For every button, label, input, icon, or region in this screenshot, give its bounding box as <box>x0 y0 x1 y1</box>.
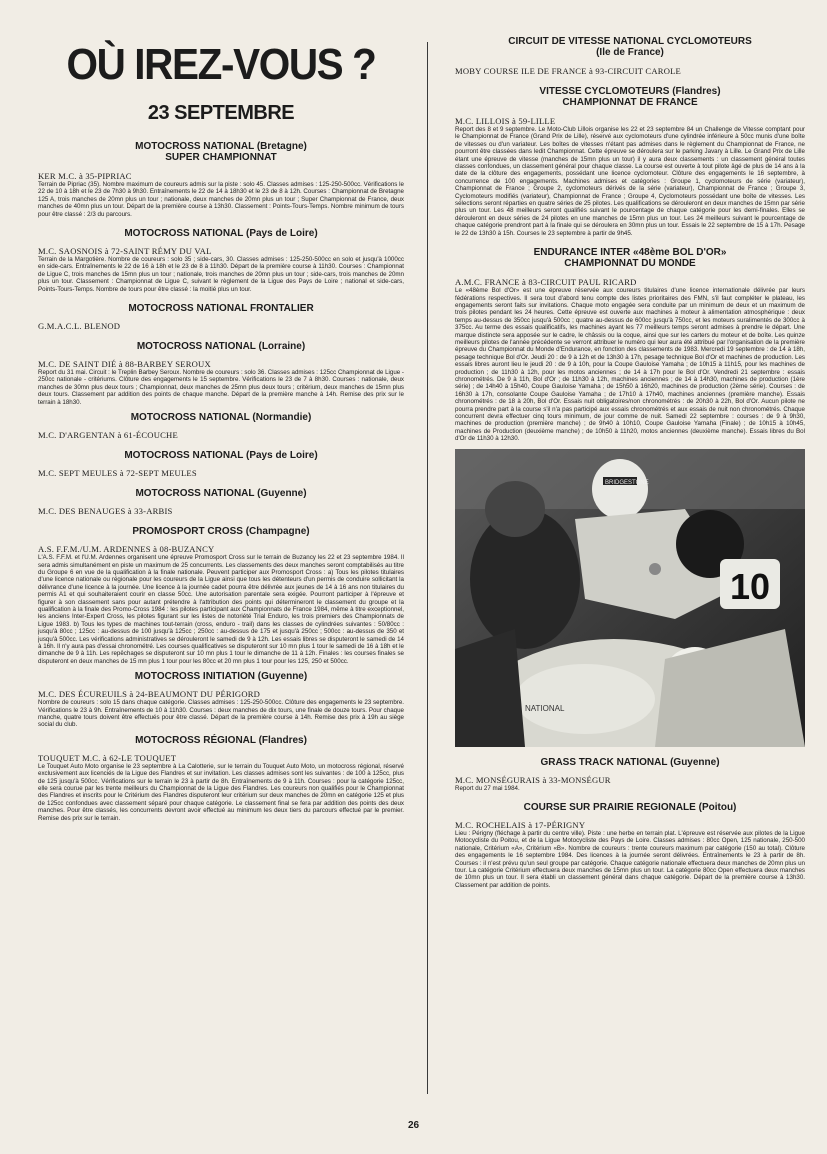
section-title-line: ENDURANCE INTER «48ème BOL D'OR» <box>533 247 727 259</box>
event-section <box>38 735 404 822</box>
event-section <box>38 412 404 440</box>
club-name: MOBY COURSE ILE DE FRANCE à 93-CIRCUIT CAROLE <box>455 66 681 76</box>
club-name: TOUQUET M.C. à 62-LE TOUQUET <box>38 752 177 763</box>
race-photo-image <box>455 449 805 747</box>
event-section <box>38 450 404 478</box>
helmet-brand: BRIDGESTONE <box>605 479 649 486</box>
section-title <box>38 141 404 163</box>
section-text: Report du 27 mai 1984. <box>455 784 520 792</box>
section-title: COURSE SUR PRAIRIE REGIONALE (Poitou) <box>523 802 737 814</box>
bike-sticker: NATIONAL <box>525 703 565 713</box>
page-title: OÙ IREZ-VOUS ? <box>66 40 376 89</box>
section-title-line: CIRCUIT DE VITESSE NATIONAL CYCLOMOTEURS <box>508 36 752 47</box>
section-text: Nombre de coureurs : solo 15 dans chaque catégorie. Classes admises : 125-250-500cc. Clôture des engagements le 23 septembre. Vérifications le 23 à 9h. Entraînements de 10 à 11h30. Courses : deux manches de dix tours, une finale de douze tours. Pour chaque manche, quatre tours doivent être effectués pour être classé. Départ de la première course à 14h. Remise des prix à 19h au siège social du club. <box>38 699 404 729</box>
section-title: PROMOSPORT CROSS (Champagne) <box>132 526 310 538</box>
section-title-line: MOTOCROSS NATIONAL (Bretagne) <box>135 141 307 152</box>
section-title: GRASS TRACK NATIONAL (Guyenne) <box>540 756 720 768</box>
event-section <box>38 488 404 516</box>
club-name: M.C. SEPT MEULES à 72-SEPT MEULES <box>38 468 197 479</box>
race-photo <box>455 449 805 747</box>
section-title <box>455 36 805 58</box>
club-name: M.C. DES BENAUGES à 33-ARBIS <box>38 506 173 517</box>
section-title: MOTOCROSS RÉGIONAL (Flandres) <box>135 734 307 746</box>
club-name: M.C. LILLOIS à 59-LILLE <box>455 116 556 126</box>
club-name: M.C. ROCHELAIS à 17-PÉRIGNY <box>455 820 586 831</box>
section-text: Report des 8 et 9 septembre. Le Moto-Club Lillois organise les 22 et 23 septembre 84 un Challenge de Vitesse comptant pour le Championnat de France (Grand Prix de Lille), réservé aux cyclomoteurs d'une cylindrée inférieure à 50cc munis d'une boîte de vitesses ou d'un variateur. Les boîtes de vitesses n'étant pas admises dans le règlement du Championnat de France, ne pourront être classées dans ledit Championnat. Cette épreuve se déroulera sur le parking Javary à Lille. Le Grand Prix de Lille étant une épreuve de vitesse (manches de 15mn plus un tour) il y aura deux classements : un classement général toutes classes confondues, un classement général pour chaque classe. La course est ouverte à tout pilote âgé de plus de 14 ans à la date de la clôture des engagements, possédant une licence cyclomoteur. Clôture des engagements le 16 septembre, à concurrence de 100 engagements. Machines admises et catégories : Groupe 1, cyclomoteurs de série (variateur), Championnat de France ; Groupe 2, cyclomoteurs dérivés de la série (variateur), Championnat de France ; Groupe 3, Cyclomoteurs modifiés (variateur), Championnat de France ; Groupe 4, Cyclomoteurs possédant une boîte de vitesses. Les sélections seront réparties en quatre séries de 25 pilotes. Les qualifications se dérouleront en deux manches de 15mn par série plus un tour. Les 48 meilleurs seront qualifiés suivant le pourcentage de chaque catégorie pour les demi-finales. Elles se dérouleront en deux séries de 24 pilotes en une manches de 15mn plus un tour. Les 24 meilleurs suivant le pourcentage de chaque catégorie prendront part à la finale qui se déroulera en 30mn plus un tour. Essais le 22 septembre de 15 à 17h. Pesage le 22 de 13h30 à 15h. Courses le 23 septembre à partir de 9h45. <box>455 126 805 237</box>
event-section <box>455 802 805 889</box>
bib-number: 10 <box>730 565 771 607</box>
event-section <box>38 526 404 665</box>
event-section <box>38 671 404 729</box>
section-text: Le Touquet Auto Moto organise le 23 septembre à La Calotterie, sur le terrain du Touquet Auto Moto, un motocross régional, réservé exclusivement aux licenciés de la Ligue des Flandres et sur invitation. Les classes admises sont les suivantes : de 100 à 125cc, plus de 125 jusqu'à 500cc. Vérifications sur le terrain le 23 à partir de 8h. Entraînements de 9 à 11h. Courses : pour la catégorie 125cc, elle sera courue par les trente meilleurs du Championnat de la Ligue des Flandres. Les coureurs non qualifiés pour le Championnat des Flandres et inscrits pour le Critérium des Flandres disputeront leur critérium sur deux manches de 20mn en catégorie 125 et plus de 125cc confondues avec classement séparé pour chaque catégorie. Le classement final se fera par addition des points des deux manches. Pour être classés, les concurrents devront avoir effectué au minimum les deux tiers du parcours effectué par le premier. Remise des prix sur le terrain. <box>38 762 404 822</box>
section-text: Lieu : Périgny (fléchage à partir du centre ville). Piste : une herbe en terrain plat. L'épreuve est réservée aux pilotes de la Ligue Motocycliste du Poitou, et de la Ligue Motocycliste des Pays de Loire. Classes admises : 80cc Open, 125 nationale, 250-500 nationale, Critérium «A», Critérium «B». Nombre de coureurs : trente coureurs maximum par catégorie (150 au total). Clôture des engagements le 16 septembre 1984. Des licences à la journée seront délivrées. Entraînements le 23 à partir de 8h. Courses : il n'est prévu qu'un seul groupe par catégorie. Chaque catégorie nationale effectuera deux manches de 20mn plus un tour. La catégorie Critérium effectuera deux manches de 15mn plus un tour. La catégorie 80cc Open effectuera deux manches de 10mn plus un tour. Il sera établi un classement général dans chaque catégorie. Départ de la première course à 13h30. Classement par addition de points. <box>455 830 805 889</box>
club-name: A.S. F.F.M./U.M. ARDENNES à 08-BUZANCY <box>38 544 215 555</box>
section-title <box>455 247 805 269</box>
club-name: KER M.C. à 35-PIPRIAC <box>38 171 132 181</box>
event-section <box>38 228 404 293</box>
section-title: MOTOCROSS NATIONAL (Pays de Loire) <box>124 450 318 462</box>
event-section <box>38 141 404 218</box>
event-section <box>38 341 404 406</box>
club-name: M.C. D'ARGENTAN à 61-ÉCOUCHE <box>38 430 178 441</box>
section-title: MOTOCROSS INITIATION (Guyenne) <box>134 671 308 683</box>
section-text: Terrain de la Margotière. Nombre de coureurs : solo 35 ; side-cars, 30. Classes admises : 125-250-500cc en solo et jusqu'à 1000cc en side-cars. Entraînements le 22 de 16 à 18h et le 23 de 8 à 11h30. Départ de la première course à 11h30. Courses : Championnat de Ligue C, trois manches de 15mn plus un tour ; nationale, trois manches de 20mn plus un tour ; side-cars, trois manches de 20mn plus un tour. Classement : Championnat de Ligue C, suivant le règlement de la Ligue des Pays de Loire ; national et side-cars, Points-Tours-Temps. Nombre de tours pour être classé : la moitié plus un tour. <box>38 256 404 293</box>
event-section <box>455 757 805 792</box>
section-title <box>455 86 805 108</box>
event-section <box>455 36 805 76</box>
column-divider <box>427 42 428 1094</box>
club-name: G.M.A.C.L. BLENOD <box>38 321 121 332</box>
left-column <box>38 36 404 1108</box>
section-title: MOTOCROSS NATIONAL (Lorraine) <box>136 341 306 353</box>
right-column <box>455 36 805 1108</box>
section-text: Terrain de Pipriac (35). Nombre maximum de coureurs admis sur la piste : solo 45. Classes admises : 125-250-500cc. Vérifications le 22 de 10 à 18h et le 23 de 7h30 à 9h30. Entraînements le 22 de 14 à 18h30 et le 23 de 8 à 12h. Courses : Championnat de Bretagne 125 A, trois manches de 20mn plus un tour ; nationale, deux manches de 20mn plus un tour ; Super Championnat de France, deux manches de 40mn plus un tour. Départ de la première course à 13h30. Classement : Points-Tours-Temps. Nombre minimum de tours pour être classé : 2/3 du parcours. <box>38 181 404 218</box>
section-subtitle: SUPER CHAMPIONNAT <box>165 152 277 163</box>
club-name: M.C. SAOSNOIS à 72-SAINT RÉMY DU VAL <box>38 246 212 257</box>
section-subtitle: CHAMPIONNAT DE FRANCE <box>562 97 698 108</box>
section-text: Le «48ème Bol d'Or» est une épreuve réservée aux coureurs titulaires d'une licence internationale délivrée par leurs fédérations respectives. Il sera tout d'abord tenu compte des listes prioritaires des FMN, s'il faut compléter le plateau, les engagements seront faits sur invitations. Chaque moto engagée sera conduite par un minimum de deux et un maximum de trois pilotes pendant les 24 heures. Cette épreuve est ouverte aux machines à moteur à alimentation atmosphérique : deux temps au-dessus de 350cc jusqu'à 500cc ; quatre au-dessus de 600cc jusqu'à 750cc, et les moteurs suralimentés de 300cc à 375cc. Au terme des essais qualificatifs, les machines ayant les 77 meilleurs temps seront admises à prendre le départ. Une marque distincte sera apposée sur le cadre, le châssis ou la coque, ainsi que sur les carters du moteur et de boîte. Les quinze meilleurs pilotes de l'année précédente se verront attribuer le numéro qui leur aura été attribué par l'organisation de la première épreuve du Championnat du Monde d'Endurance, en fonction des classements de 1983. Mercredi 19 septembre : de 14 à 18h, pesage technique Bol d'Or. Jeudi 20 : de 9 à 12h et de 13h30 à 17h, pesage technique Bol d'Or et machines de production. Les essais libres auront lieu le jeudi 20 : de 9 à 10h, pour la Coupe Gauloise Yamaha ; de 10h15 à 11h15, pour les machines de production ; de 11h30 à 12h, pour les motos anciennes ; de 14 à 17h pour le Bol d'Or. Vendredi 21 septembre : essais chronométrés. De 9 à 11h, Bol d'Or ; de 11h30 à 12h, machines anciennes ; de 14 à 14h30, machines de production (1ère série) ; de 14h40 à 15h40, Coupe Gauloise Yamaha ; de 15h50 à 16h20, machines de production (2ème série). Courses : de 16h30 à 17h, consolante Coupe Gauloise Yamaha ; de 17h10 à 17h40, machines anciennes (première manche). Essais chronométrés : de 18 à 20h, Bol d'Or. Essais nuit obligatoires/non chronométrés : de 20h30 à 22h, Bol d'Or. Aucun pilote ne pourra prendre part à la course s'il n'a pas participé aux essais chronométrés et aux essais de nuit non chronométrés. Chaque concurrent devra effectuer cinq tours minimum, de jour comme de nuit. Samedi 22 septembre : courses : de 9 à 9h30, machines de production (première manche) ; de 9h40 à 10h10, Coupe Gauloise Yamaha (Finale) ; de 10h15 à 10h45, machines de Production (deuxième manche) ; de 10h50 à 11h20, motos anciennes (deuxième manche). Essais libres du Bol d'Or de 11h30 à 12h30. <box>455 287 805 443</box>
club-name: M.C. DES ÉCUREUILS à 24-BEAUMONT DU PÉRIGORD <box>38 689 261 700</box>
event-section <box>38 303 404 331</box>
event-section <box>455 86 805 237</box>
section-subtitle: CHAMPIONNAT DU MONDE <box>564 258 696 270</box>
section-title-line: VITESSE CYCLOMOTEURS (Flandres) <box>539 86 721 97</box>
section-subtitle: (Ile de France) <box>596 47 664 58</box>
club-name: M.C. DE SAINT DIÉ à 88-BARBEY SEROUX <box>38 359 211 370</box>
page-number: 26 <box>407 1120 420 1131</box>
section-title: MOTOCROSS NATIONAL (Pays de Loire) <box>124 228 318 240</box>
section-text: L'A.S. F.F.M. et l'U.M. Ardennes organisent une épreuve Promosport Cross sur le terrain de Buzancy les 22 et 23 septembre 1984. Il sera admis simultanément en piste un maximum de 25 concurrents. Les classements des deux manches seront comptabilisés au titre du Groupe 6 en vue de la qualification à la finale nationale. Peuvent participer aux Promosport Cross : a) Tous les pilotes titulaires d'une licence nationale ou régionale pour les coureurs de la Ligue ainsi que tous les détenteurs d'un permis de conduire sollicitant la délivrance d'une licence à la journée. Une licence à la journée cadet pourra être délivrée aux jeunes de 14 à 16 ans non titulaires du permis A1 et qui souhaiteraient courir en classe 50cc. Une autorisation parentale sera exigée. Pourront participer à l'épreuve et figurer à son classement sans pour autant prétendre à l'attribution des points qui détermineront le classement du groupe et la qualification à la finale des Promo-Cross 1984 : les pilotes participant aux Championnats de France 1984, même à titre exceptionnel, les anciens Inter-Expert Cross, les pilotes figurant sur les listes de notoriété Trial Enduro, les trois premiers des Championnats de Ligue 1983. b) Tous les types de machines tout-terrain (cross, enduro - trail) dans les classes de cylindrées suivantes : 50/80cc : jusqu'à 80cc ; 125cc : au-dessus de 100 jusqu'à 125cc ; 250cc : au-dessus de 175 et jusqu'à 250cc ; 500cc : au-dessus de 350 et jusqu'à 500cc. Les vérifications administratives se dérouleront le samedi de 9 à 12h. Les essais libres se disputeront le samedi de 14 à 16h. Il n'y aura pas d'essai chronométré. Les courses qualificatives se disputeront sur 10 mn plus 1 tour le samedi de 16 à 18h et le dimanche de 9 à 11h. Les repêchages se disputeront sur 10 mn plus 1 tour le dimanche de 11 à 12h. Finales : les courses finales se disputeront en deux manches de 15 mn plus 1 tour pour les 80cc et 20 mn plus 1 tour pour les 125, 250 et 500cc. <box>38 554 404 665</box>
event-section <box>455 247 805 443</box>
section-text: Report du 31 mai. Circuit : le Treplin Barbey Seroux. Nombre de coureurs : solo 36. Classes admises : 125cc Championnat de Ligue - 250cc nationale - critériums. Clôture des engagements le 15 septembre. Vérifications le 23 de 7 à 8h30. Courses : nationale, deux manches de 30mn plus deux tours ; Championnat, deux manches de 25mn plus deux tours ; critérium, deux manches de 15mn plus deux tours. Classement par addition des points de chaque manche. Départ de la première manche à 14h. Remise des prix sur le terrain à 18h30. <box>38 369 404 406</box>
club-name: M.C. MONSÉGURAIS à 33-MONSÉGUR <box>455 774 611 785</box>
club-name: A.M.C. FRANCE à 83-CIRCUIT PAUL RICARD <box>455 277 637 288</box>
event-date: 23 SEPTEMBRE <box>147 102 295 124</box>
section-title: MOTOCROSS NATIONAL FRONTALIER <box>128 303 314 315</box>
section-title: MOTOCROSS NATIONAL (Normandie) <box>130 412 312 424</box>
section-title: MOTOCROSS NATIONAL (Guyenne) <box>135 488 307 500</box>
